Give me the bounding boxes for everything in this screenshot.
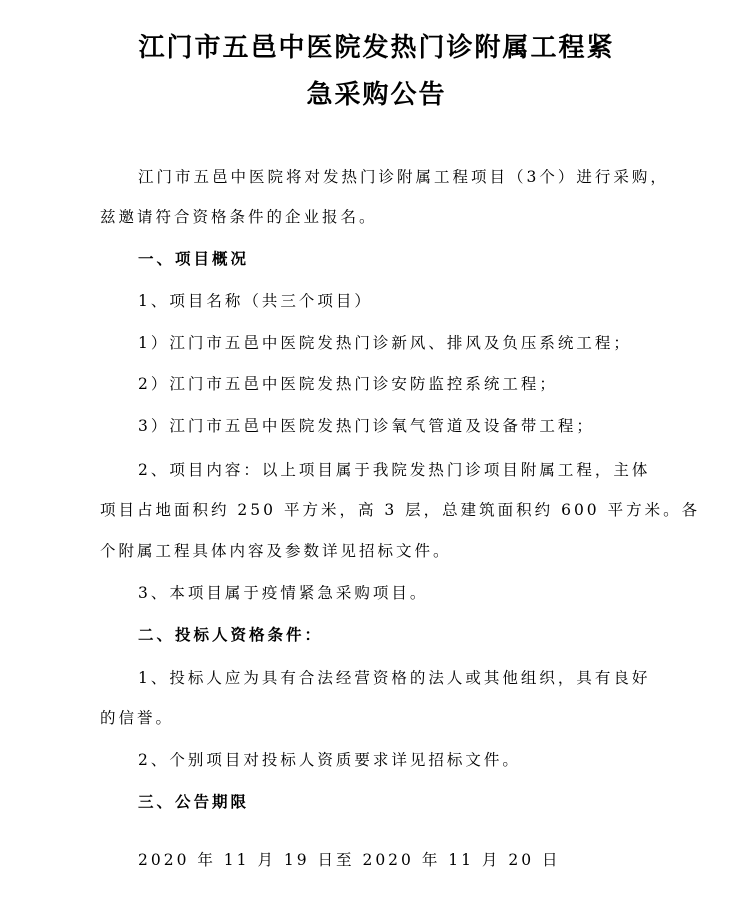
item-2-line-3: 个附属工程具体内容及参数详见招标文件。: [100, 542, 452, 560]
qualification-2: 2、个别项目对投标人资质要求详见招标文件。: [138, 751, 521, 769]
project-1: 1）江门市五邑中医院发热门诊新风、排风及负压系统工程；: [138, 334, 632, 352]
section-2-heading: 二、投标人资格条件：: [138, 625, 324, 644]
document-title-line-2: 急采购公告: [306, 80, 447, 110]
qualification-1-line-2: 的信誉。: [100, 709, 175, 727]
project-2: 2）江门市五邑中医院发热门诊安防监控系统工程；: [138, 375, 558, 393]
project-3: 3）江门市五邑中医院发热门诊氧气管道及设备带工程；: [138, 417, 595, 435]
item-2-line-2: 项目占地面积约 250 平方米，高 3 层，总建筑面积约 600 平方米。各: [100, 501, 701, 519]
item-3: 3、本项目属于疫情紧急采购项目。: [138, 584, 429, 602]
intro-paragraph-line-2: 兹邀请符合资格条件的企业报名。: [100, 208, 378, 226]
section-1-heading: 一、项目概况: [138, 249, 250, 268]
announcement-period: 2020 年 11 月 19 日至 2020 年 11 月 20 日: [138, 851, 561, 869]
qualification-1-line-1: 1、投标人应为具有合法经营资格的法人或其他组织，具有良好: [138, 669, 651, 687]
intro-paragraph-line-1: 江门市五邑中医院将对发热门诊附属工程项目（3个）进行采购，: [138, 168, 669, 186]
document-title-line-1: 江门市五邑中医院发热门诊附属工程紧: [138, 33, 615, 63]
section-3-heading: 三、公告期限: [138, 792, 250, 811]
item-1-heading: 1、项目名称（共三个项目）: [138, 292, 373, 310]
item-2-line-1: 2、项目内容：以上项目属于我院发热门诊项目附属工程，主体: [138, 461, 651, 479]
